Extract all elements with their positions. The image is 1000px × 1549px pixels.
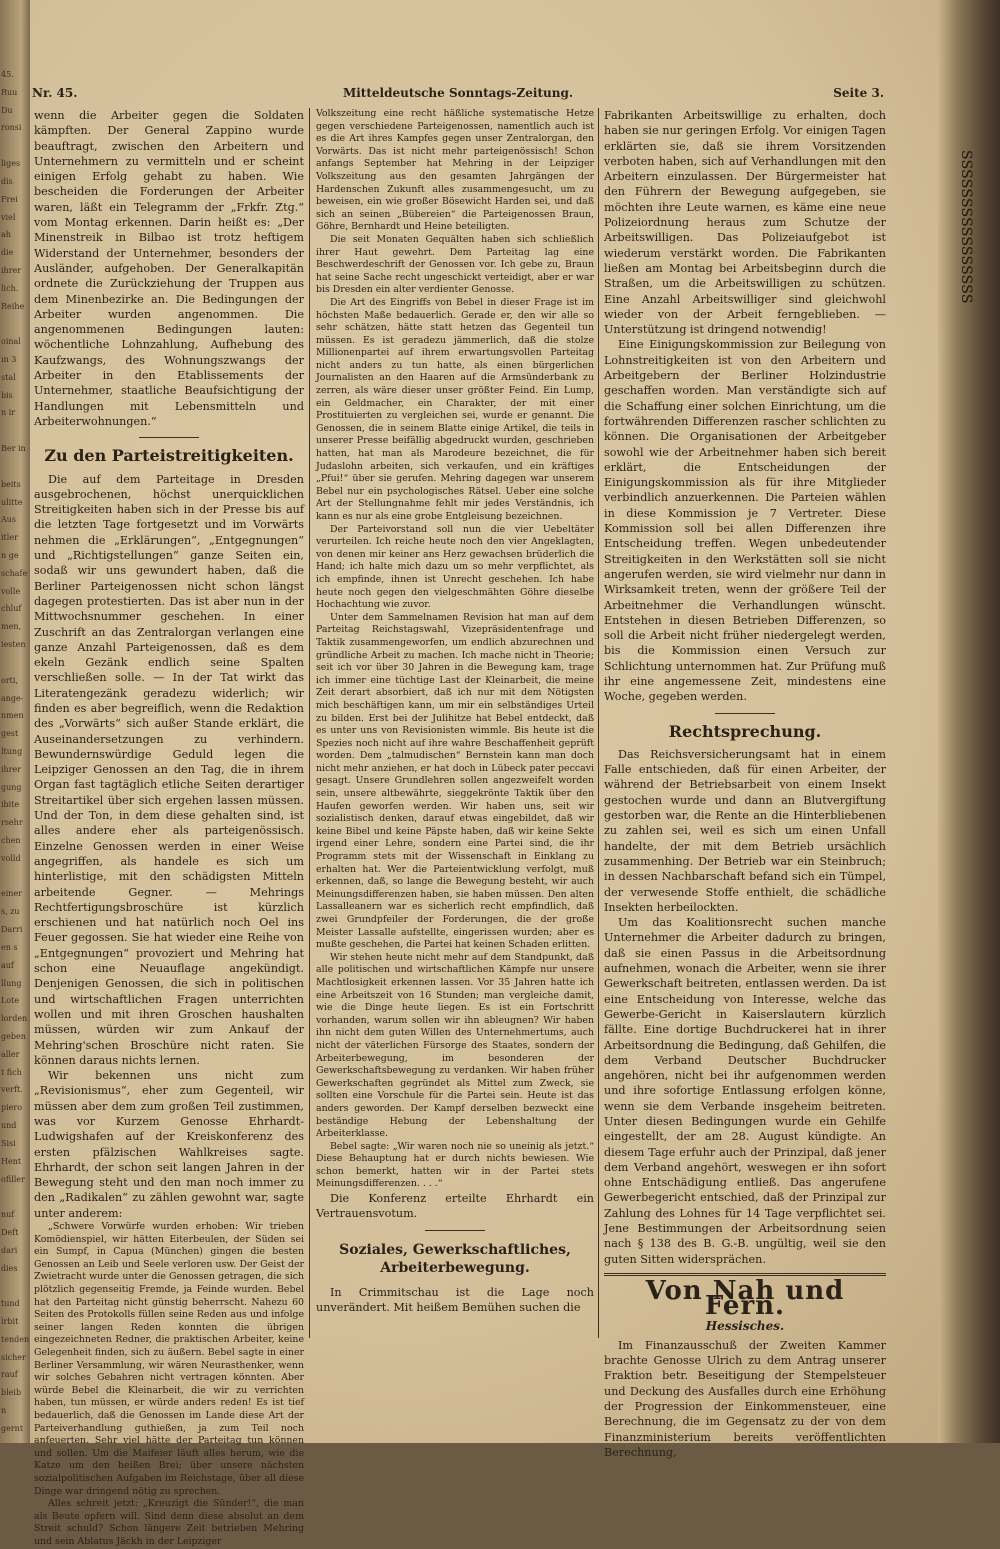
edge-text-fragment: itler — [1, 533, 18, 543]
article-paragraph: In Crimmitschau ist die Lage noch unverändert. Mit heißem Bemühen suchen die — [316, 1285, 594, 1314]
article-paragraph: Eine Einigungskommission zur Beilegung von Lohnstreitigkeiten ist von den Arbeitern und Arbeitgebern der Berliner Holzindustrie geschaffen worden. Man verständigte sich auf die Schaffung einer solchen Einrichtung, um die fortwährenden Differenzen rascher schlichten zu können. Die Organisationen der Arbeitgeber sowohl wie der Arbeitnehmer haben sich bereit erklärt, die Entscheidungen der Einigungskommission als für ihre Mitglieder verbindlich anzuerkennen. Die Parteien wählen in diese Kommission je 7 Vertreter. Diese Kommission soll bei allen Differenzen ihre Entscheidung treffen. Wegen unbedeutender Streitigkeiten in den Werkstätten soll sie nicht angerufen werden, sie wird vielmehr nur dann in Wirksamkeit treten, wenn der größere Teil der Arbeitnehmer die Verhandlungen wünscht. Entstehen in diesen Betrieben Differenzen, so soll die Arbeit nicht früher niedergelegt werden, bis die Kommission einen Versuch zur Schlichtung unternommen hat. Zur Prüfung muß ihr eine angemessene Zeit, mindestens eine Woche, gegeben werden. — [604, 338, 886, 704]
edge-text-fragment: lich. — [1, 283, 19, 293]
article-paragraph: Die auf dem Parteitage in Dresden ausgebrochenen, höchst unerquicklichen Streitigkeiten haben sich in der Presse bis auf die letzten Tage fortgesetzt und im Vorwärts nehmen die „Erklärungen“, „Entgegnungen“ und „Richtigstellungen“ ganze Seiten ein, sodaß wir uns gewundert haben, daß die Berliner Parteigenossen nicht schon längst dagegen protestierten. Das ist aber nun in der Mittwochsnummer geschehen. In einer Zuschrift an das Zentralorgan verlangen eine ganze Anzahl Parteigenossen, daß es dem ekeln Gezänk endlich seine Spalten verschließen solle. — In der Tat wirkt das Literatengezänk geradezu widerlich; wir finden es aber begreiflich, wenn die Redaktion des „Vorwärts“ sich außer Stande erklärt, die Auseinandersetzungen zu verhindern. Bewundernswürdige Geduld legen die Leipziger Genossen an den Tag, die in ihrem Organ fast tagtäglich etliche Seiten derartiger Streitartikel über sich ergehen lassen müssen. Und der Ton, in dem diese gehalten sind, ist alles andere eher als parteigenössisch. Einzelne Genossen werden in einer Weise angegriffen, als handele es sich um hinterlistige, mit den schädigsten Mitteln arbeitende Gegner. — Mehrings Rechtfertigungsbroschüre ist kürzlich erschienen und hat natürlich noch Oel ins Feuer gegossen. Sie hat wieder eine Reihe von „Entgegnungen“ provoziert und Mehring hat schon eine Neuauflage angekündigt. Denjenigen Genossen, die sich in politischen und wirtschaftlichen Fragen unterrichten wollen und mit ihren Groschen haushalten müssen, würden wir zum Ankauf der Mehring'schen Broschüre nicht raten. Sie können daraus nichts lernen. — [34, 472, 304, 1067]
newspaper-title: Mitteldeutsche Sonntags-Zeitung. — [342, 86, 574, 100]
article-continuation: wenn die Arbeiter gegen die Soldaten kämpften. Der General Zappino wurde beauftragt, zwischen den Arbeitern und Unternehmern zu vermitteln und er scheint einigen Erfolg gehabt zu haben. Wie bescheiden die Forderungen der Arbeiter waren, läßt ein Telegramm der „Frkfr. Ztg.“ vom Montag erkennen. Darin heißt es: „Der Minenstreik in Bilbao ist trotz heftigem Widerstand der Unternehmer, besonders der Ausländer, aufgehoben. Der Generalkapitän ordnete die Zurückziehung der Truppen aus dem Minenbezirke an. Die Bedingungen der Arbeiter wurden angenommen. Die angenommenen Bedingungen lauten: wöchentliche Lohnzahlung, Aufhebung des Kaufzwangs, des Wohnungszwangs der Arbeiter in den Etablissements der Unternehmer, staatliche Beaufsichtigung der Handlungen mit Lebensmitteln und Arbeiterwohnungen.“ — [34, 109, 304, 428]
page-number: Seite 3. — [833, 86, 884, 100]
edge-text-fragment: nmen — [1, 711, 24, 721]
edge-text-fragment: s, zu — [1, 907, 20, 917]
edge-text-fragment: Darri — [1, 925, 23, 935]
edge-text-fragment: chluf — [1, 604, 22, 614]
edge-text-fragment: ihrer — [1, 764, 22, 774]
edge-text-fragment: Hent — [1, 1156, 22, 1166]
edge-text-fragment: gung — [1, 782, 22, 792]
adjacent-page-left-edge — [0, 0, 30, 1443]
edge-text-fragment: dari — [1, 1245, 18, 1255]
quoted-paragraph: Alles schreit jetzt: „Kreuzigt die Sünder!“, die man als Beute opfern will. Sind denn diese absolut an dem Streit schuld? Schon längere Zeit betrieben Mehring und sein Ablatus Jäckh in der Leipziger — [34, 1498, 304, 1547]
edge-text-fragment: chen — [1, 836, 21, 846]
edge-text-fragment: rsehr — [1, 818, 23, 828]
edge-text-fragment: Du — [1, 105, 13, 115]
edge-text-fragment: Ber in — [1, 444, 26, 454]
edge-text-fragment: dis — [1, 176, 13, 186]
edge-text-fragment: tund — [1, 1299, 20, 1309]
book-spine-right-edge — [938, 0, 1000, 1443]
edge-text-fragment: lorden — [1, 1014, 28, 1024]
quoted-paragraph: Unter dem Sammelnamen Revision hat man auf dem Parteitag Reichstagswahl, Vizepräsidentenfrage und Taktik zusammengeworfen, um endlich abzurechnen und gründliche Arbeit zu machen. Ich mache nicht in Theorie; seit ich vor über 30 Jahren in die Bewegung kam, trage ich immer eine tüchtige Last der Kleinarbeit, die meine Zeit derart absorbiert, daß ich nur mit dem Nötigsten mich beschäftigen kann, um mir ein selbständiges Urteil zu bilden. Erst bei der Julihitze hat Bebel entdeckt, daß es unter uns von Revisionisten wimmle. Bis heute ist die Spezies noch nicht auf ihre wahre Beschaffenheit geprüft worden. Dem „talmudischen“ Bernstein kann man doch nicht mehr anziehen, er hat doch in Lübeck pater peccavi gesagt. Unsere Grundlehren sollen angezweifelt worden sein, unsere altbewährte, sieggekrönte Taktik über den Haufen geworfen werden. Wir haben uns, seit wir sozialistisch denken, darauf etwas eingebildet, daß wir keine Bibel und keine Päpste haben, daß wir keine Sekte irgend einer Lehre, sondern eine Partei sind, die ihr Programm stets mit der Wissenschaft in Einklang zu erhalten hat. Wer die Parteientwicklung verfolgt, muß erkennen, daß, so lange die Bewegung besteht, wir auch Meinungsdifferenzen haben, sie haben müssen. Den alten Lassalleanern war es sicherlich recht empfindlich, daß zwei Grundpfeiler der Forderungen, die der große Meister Lassalle aufstellte, eingerissen wurden; aber es mußte geschehen, die Partei hat keinen Schaden erlitten. — [316, 611, 594, 951]
edge-text-fragment: die — [1, 248, 14, 258]
edge-text-fragment: sicher — [1, 1352, 26, 1362]
edge-text-fragment: bis — [1, 390, 13, 400]
edge-text-fragment: iesten — [1, 640, 26, 650]
edge-text-fragment: gernt — [1, 1423, 24, 1433]
edge-text-fragment: ihrer — [1, 265, 22, 275]
section-heading: Rechtsprechung. — [668, 721, 822, 741]
edge-text-fragment: llung — [1, 978, 22, 988]
quoted-paragraph: Die Art des Eingriffs von Bebel in dieser Frage ist im höchsten Maße bedauerlich. Gerade er, den wir alle so sehr schätzen, hätte statt hetzen das Gegenteil tun müssen. Es ist geradezu jämmerlich, daß die stolze Millionenpartei auf ihrem erwartungsvollen Parteitag nicht anders zu tun hatte, als einen bürgerlichen Journalisten an den Haaren auf die Armsünderbank zu zerren, als wäre dieser unser größter Feind. Ein Lump, ein Geldmacher, ein Charakter, der mit einer Prostituierten zu vergleichen sei, wurde er genannt. Die Genossen, die in seinem Blatte einige Artikel, die teils in unserer Presse beifällig abgedruckt wurden, geschrieben hatten, hat man als Marodeure bezeichnet, die für Judaslohn arbeiten, sich verkaufen, und ein kräftiges „Pfui!“ über sie gerufen. Mehring dagegen war unserem Bebel nur ein psychologisches Rätsel. Ueber eine solche Art der Stellungnahme fehlt mir jedes Verständnis, ich kann es nur als eine grobe Entgleisung bezeichnen. — [316, 296, 594, 522]
article-paragraph: Im Finanzausschuß der Zweiten Kammer brachte Genosse Ulrich zu dem Antrag unserer Fraktion betr. Beseitigung der Stempelsteuer und Deckung des Ausfalles durch eine Erhöhung der Progression der Einkommensteuer, eine Berechnung, die im Gegensatz zu der von dem Finanzministerium bereits veröffentlichten Berechnung, — [604, 1338, 886, 1459]
article-paragraph: Wir bekennen uns nicht zum „Revisionismus“, eher zum Gegenteil, wir müssen aber dem zum großen Teil zustimmen, was vor Kurzem Genosse Ehrhardt-Ludwigshafen auf der Kreiskonferenz des ersten pfälzischen Wahlkreises sagte. Ehrhardt, der schon seit langen Jahren in der Bewegung steht und den man noch immer zu den „Radikalen“ zu zählen gewohnt war, sagte unter anderem: — [34, 1069, 304, 1220]
separator — [139, 437, 199, 438]
edge-text-fragment: volle — [1, 586, 21, 596]
edge-text-fragment: ah — [1, 230, 11, 240]
edge-text-fragment: ltung — [1, 746, 23, 756]
quoted-paragraph: Die seit Monaten Gequälten haben sich schließlich ihrer Haut gewehrt. Dem Parteitag lag eine Beschwerdeschrift der Genossen vor. Ich gebe zu, Braun hat seine Sache recht ungeschickt verteidigt, aber er war bis Dresden ein alter verdienter Genosse. — [316, 233, 594, 296]
edge-text-fragment: n ir — [1, 408, 16, 418]
edge-text-fragment: beits — [1, 479, 21, 489]
article-paragraph: Fabrikanten Arbeitswillige zu erhalten, doch haben sie nur geringen Erfolg. Vor einigen Tagen erklärten sie, daß sie ihrem Vorsitzenden verboten haben, sich auf Verhandlungen mit den Arbeitern einzulassen. Der Bürgermeister hat den Führern der Bewegung aufgegeben, sie möchten ihre Leute warnen, es käme eine neue Polizeiordnung heraus zum Schutze der Arbeitswilligen. Das Polizeiaufgebot ist wiederum verstärkt worden. Die Fabrikanten ließen am Montag bei Arbeitsbeginn durch die Straßen, um die Arbeitswilligen zu schützen. Eine Anzahl Arbeitswilliger sind gleichwohl wieder von der Arbeit ferngeblieben. — Unterstützung ist dringend notwendig! — [604, 109, 886, 337]
quoted-paragraph: Wir stehen heute nicht mehr auf dem Standpunkt, daß alle politischen und wirtschaftlichen Kämpfe nur unsere Machtlosigkeit erkennen lassen. Vor 35 Jahren hatte ich eine Arbeitszeit von 16 Stunden; man vergleiche damit, wie die Dinge heute liegen. Es ist ein Fortschritt vorhanden, warum sollen wir ihn ableugnen? Wir haben ihn nicht dem guten Willen des Unternehmertums, auch nicht der väterlichen Fürsorge des Staates, sondern der Arbeiterbewegung, im besonderen der Gewerkschaftsbewegung zu verdanken. Wir haben früher Gewerkschaften gegründet als Mittel zum Zweck, sie sollten eine Vorschule für die Partei sein. Heute ist das anders geworden. Der Kampf derselben bezweckt eine beständige Hebung der Lebenshaltung der Arbeiterklasse. — [316, 951, 594, 1140]
edge-text-fragment: Lote — [1, 996, 20, 1006]
edge-text-fragment: en s — [1, 942, 18, 952]
edge-text-fragment: Reihe — [1, 301, 25, 311]
edge-text-fragment: rauf — [1, 1370, 18, 1380]
column-rule — [309, 108, 310, 1338]
column-rule — [598, 108, 599, 1338]
column-2 — [316, 108, 594, 1315]
edge-text-fragment: stal — [1, 372, 16, 382]
edge-text-fragment: Frei — [1, 194, 18, 204]
edge-text-fragment: dies — [1, 1263, 18, 1273]
edge-text-fragment: 45. — [1, 70, 14, 79]
edge-text-fragment: ronsi — [1, 123, 22, 133]
issue-number: Nr. 45. — [32, 86, 78, 100]
article-paragraph: Die Konferenz erteilte Ehrhardt ein Vertrauensvotum. — [316, 1192, 594, 1221]
edge-text-fragment: gest — [1, 729, 19, 739]
edge-text-fragment: auf — [1, 960, 14, 970]
quoted-paragraph: Der Parteivorstand soll nun die vier Uebeltäter verurteilen. Ich reiche heute noch den vier Angeklagten, von denen mir keiner ans Herz gewachsen brüderlich die Hand; ich halte mich dazu um so mehr verpflichtet, als ich empfinde, ihnen ist Unrecht geschehen. Ich habe heute noch gegen den vielgeschmähten Göhre dieselbe Hochachtung wie zuvor. — [316, 523, 594, 611]
section-heading-large: Von Nah und Fern. — [645, 1275, 845, 1322]
edge-text-fragment: viel — [1, 212, 16, 222]
edge-text-fragment: oinal — [1, 337, 21, 347]
edge-text-fragment: einer — [1, 889, 23, 899]
edge-text-fragment: volld — [1, 853, 21, 863]
edge-text-fragment: t fich — [1, 1067, 22, 1077]
quoted-paragraph: Volkszeitung eine recht häßliche systematische Hetze gegen verschiedene Parteigenossen, namentlich auch ist es die Art ihres Kampfes gegen unser Zentralorgan, den Vorwärts. Das ist nicht mehr parteigenössisch! Schon anfangs September hat Mehring in der Leipziger Volkszeitung aus den gesamten Jahrgängen der Hardenschen Zukunft alles zusammengesucht, um zu beweisen, ein wie großer Bösewicht Harden sei, und daß sich an seinen „Bübereien“ die Parteigenossen Braun, Göhre, Bernhardt und Heine beteiligten. — [316, 108, 594, 233]
edge-text-fragment: liges — [1, 159, 21, 169]
spine-text: ЅЅЅЅЅЅЅЅЅЅЅЅЅЅЅЅ — [958, 150, 974, 304]
edge-text-fragment: Ruu — [1, 87, 18, 97]
edge-text-fragment: Aus — [1, 515, 17, 525]
edge-text-fragment: Deft — [1, 1227, 19, 1237]
edge-text-fragment: schafe — [1, 568, 28, 578]
quoted-paragraph: „Schwere Vorwürfe wurden erhoben: Wir trieben Komödienspiel, wir hätten Eiterbeulen, der Süden sei ein Sumpf, in Capua (München) gingen die besten Genossen an Leib und Seele verloren usw. Der Geist der Zwietracht wurde unter die Genossen getragen, die sich plötzlich gegenseitig Fremde, ja Feinde wurden. Bebel hat den Parteitag nicht günstig beherrscht. Nahezu 60 Seiten des Protokolls füllen seine Reden aus und infolge seiner langen Reden konnten die übrigen eingezeichneten Redner, die praktischen Arbeiter, keine Gelegenheit finden, sich zu äußern. Bebel sagte in einer Berliner Versammlung, wir wären Neurasthenker, wenn wir solches Gebahren nicht vertragen könnten. Aber würde Bebel die Kleinarbeit, die wir zu verrichten haben, tun müssen, er würde anders reden! Es ist tief bedauerlich, daß die Genossen im Lande diese Art der Parteiverhandlung guthießen, ja zum Teil noch anfeuerten. Sehr viel hätte der Parteitag tun können und sollen. Um die Maifeier läuft alles herum, wie die Katze um den heißen Brei; über unsere nächsten sozialpolitischen Aufgaben im Reichstage, über all diese Dinge war dringend nötig zu sprechen. — [34, 1221, 304, 1497]
article-heading: Zu den Parteistreitigkeiten. — [44, 446, 294, 466]
section-heading: Soziales, Gewerkschaftliches, Arbeiterbewegung. — [339, 1241, 571, 1276]
edge-text-fragment: lrbit — [1, 1317, 19, 1327]
edge-text-fragment: verft. — [1, 1085, 23, 1095]
edge-text-fragment: und — [1, 1121, 17, 1131]
article-paragraph: Um das Koalitionsrecht suchen manche Unternehmer die Arbeiter dadurch zu bringen, daß sie einen Passus in die Arbeitsordnung aufnehmen, wonach die Arbeiter, wenn sie ihrer Gewerkschaft beitreten, entlassen werden. Da ist eine Entscheidung von Interesse, welche das Gewerbe-Gericht in Kaiserslautern kürzlich fällte. Eine dortige Buchdruckerei hat in ihrer Arbeitsordnung die Bedingung, daß Gehilfen, die dem Verband Deutscher Buchdrucker angehören, nicht bei ihr aufgenommen werden und ihre sofortige Entlassung erfolgen könne, wenn sie dem Verbande insgeheim beitreten. Unter diesen Bedingungen wurde ein Gehilfe eingestellt, der am 28. August kündigte. An diesem Tage erfuhr auch der Prinzipal, daß jener dem Verband angehört, weswegen er ihn sofort ohne Entschädigung entließ. Das angerufene Gewerbegericht entschied, daß der Prinzipal zur Zahlung des Lohnes für 14 Tage verpflichtet sei. Jene Bestimmungen der Arbeitsordnung seien nach § 138 des B. G.-B. ungültig, weil sie den guten Sitten widersprächen. — [604, 916, 886, 1266]
subsection-heading: Hessisches. — [705, 1318, 785, 1333]
edge-text-fragment: n ge — [1, 551, 19, 560]
page-header — [32, 86, 884, 106]
edge-text-fragment: orti, — [1, 675, 18, 685]
quoted-paragraph: Bebel sagte: „Wir waren noch nie so uneinig als jetzt.“ Diese Behauptung hat er durch nichts bewiesen. Wie schon bemerkt, hatten wir in der Partei stets Meinungsdifferenzen. . . .“ — [316, 1140, 594, 1190]
edge-text-fragment: ibite — [1, 800, 20, 810]
edge-text-fragment: bleib — [1, 1388, 22, 1398]
separator — [425, 1230, 485, 1231]
edge-text-fragment: n — [1, 1406, 7, 1416]
edge-text-fragment: nuf — [1, 1210, 15, 1220]
edge-text-fragment: piero — [1, 1103, 23, 1113]
edge-text-fragment: ulitte — [1, 497, 23, 507]
edge-text-fragment: tenden — [1, 1334, 30, 1344]
separator — [715, 713, 775, 714]
edge-text-fragment: men, — [1, 622, 22, 632]
column-1 — [34, 108, 304, 1549]
article-paragraph: Das Reichsversicherungsamt hat in einem Falle entschieden, daß für einen Arbeiter, der während der Betriebsarbeit von einem Insekt gestochen wurde und dann an Blutvergiftung gestorben war, die Rente an die Hinterbliebenen zu zahlen sei, weil es sich um einen Unfall handelte, der mit dem Betrieb ursächlich zusammenhing. Der Betrieb war ein Steinbruch; in dessen Nachbarschaft befand sich ein Tümpel, der verwesende Stoffe enthielt, die schädliche Insekten herbeilockten. — [604, 747, 886, 914]
edge-text-fragment: ofiller — [1, 1174, 25, 1184]
edge-text-fragment: Sisi — [1, 1138, 16, 1148]
edge-text-fragment: ange- — [1, 693, 24, 703]
edge-text-fragment: aller — [1, 1049, 20, 1059]
edge-text-fragment: ın 3 — [1, 355, 17, 365]
column-3 — [604, 108, 886, 1460]
edge-text-fragment: geben — [1, 1032, 26, 1041]
